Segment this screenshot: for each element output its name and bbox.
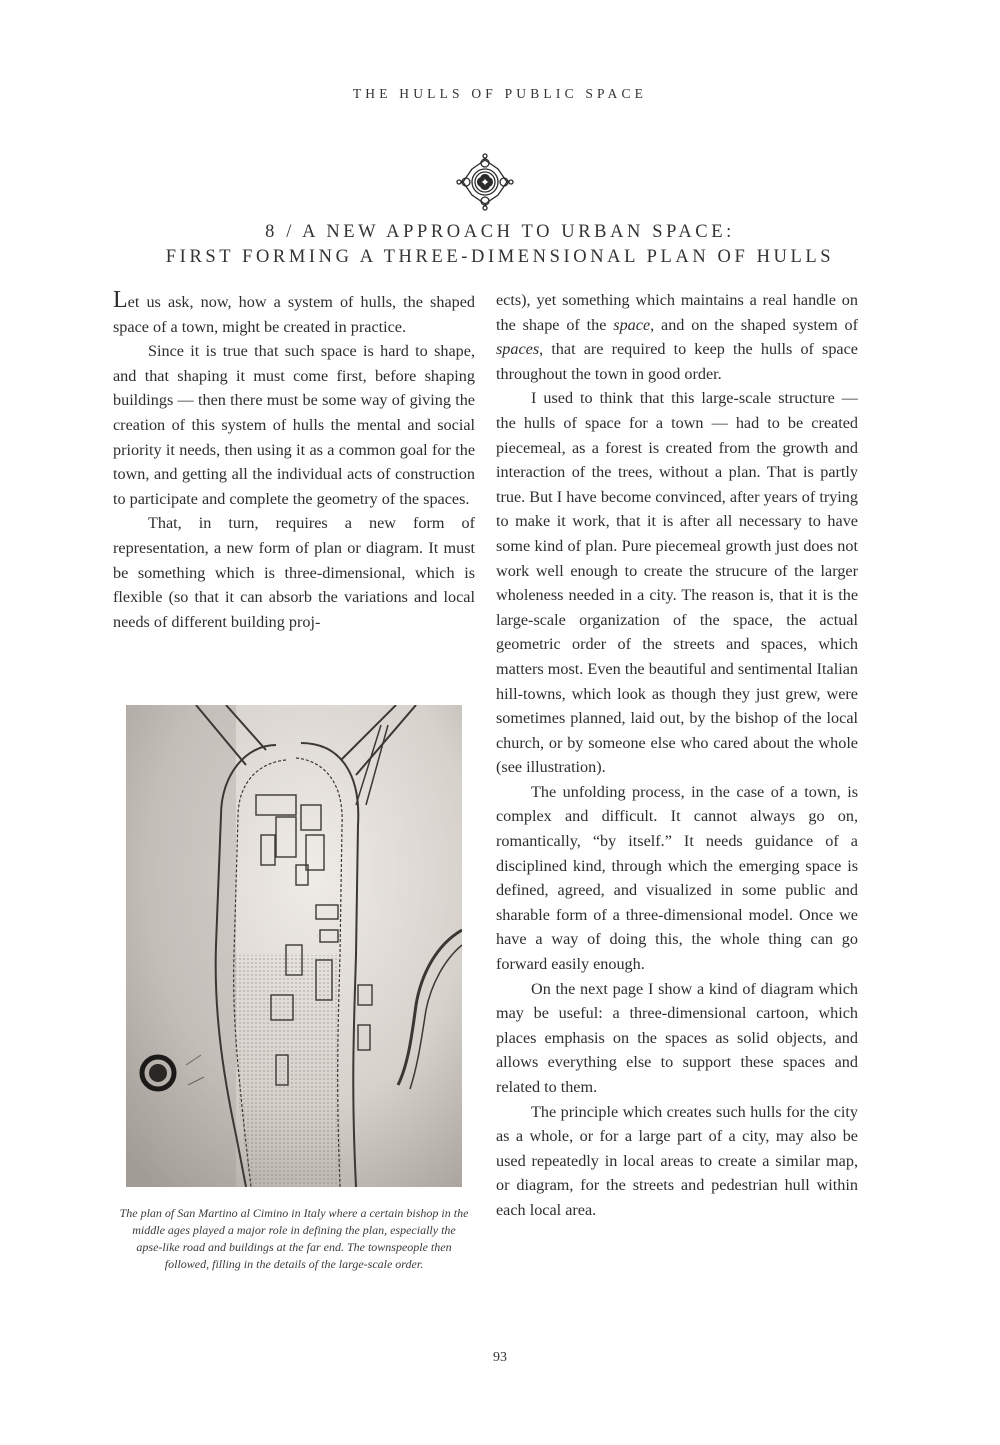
paragraph-text: et us ask, now, how a system of hulls, the shaped space of a town, might be created in practice. [113,293,475,336]
paragraph [496,288,858,386]
paragraph: The principle which creates such hulls for the city as a whole, or for a large part of a city, may also be used repeatedly in local areas to create a similar map, or diagram, for the streets and pedestrian hull within each local area. [496,1102,858,1219]
ornament-icon [455,152,515,212]
right-column [496,288,858,1223]
left-column [113,288,475,634]
emphasis: spaces [496,340,540,359]
chapter-title [0,220,1000,270]
running-head: THE HULLS OF PUBLIC SPACE [352,86,648,101]
paragraph-text: ects), yet something which maintains a real handle on the shape of the [496,291,858,334]
paragraph-text: , that are required to keep the hulls of space throughout the town in good order. [496,340,858,383]
page-number: 93 [493,1350,507,1365]
paragraph: On the next page I show a kind of diagram which may be useful: a three-dimensional cartoon, which places emphasis on the spaces as solid objects, and allows everything else to support these spaces and related to them. [496,979,858,1096]
paragraph: Since it is true that such space is hard to shape, and that shaping it must come first, before shaping buildings — then there must be some way of giving the creation of this system of hulls the mental and social priority it needs, then using it as a common goal for the town, and getting all the individual acts of construction to participate and complete the geometry of the spaces. [113,342,475,508]
paragraph [113,288,475,339]
figure-caption: The plan of San Martino al Cimino in Italy where a certain bishop in the middle ages played a major role in defining the plan, especially the apse-like road and buildings at the far end. The townspeople then followed, filling in the details of the large-scale order. [119,1206,469,1271]
drop-cap: L [113,287,128,313]
paragraph: I used to think that this large-scale structure — the hulls of space for a town — had to be created piecemeal, as a forest is created from the growth and interaction of the trees, without a plan. That is partly true. But I have become convinced, after years of trying to make it work, that it is after all necessary to have some kind of plan. Pure piecemeal growth just does not work well enough to create the strucure of the larger wholeness needed in a city. The reason is, that it is the large-scale organization of the space, the actual geometric order of the streets and spaces, which matters most. Even the beautiful and sentimental Italian hill-towns, which look as though they just grew, were sometimes planned, laid out, by the bishop of the local church, or by someone else who cared about the whole (see illustration). [496,389,858,777]
paragraph: That, in turn, requires a new form of representation, a new form of plan or diagram. It must be something which is three-dimensional, which is flexible (so that it can absorb the variations and local needs of different building proj- [113,514,475,631]
emphasis: space [613,315,651,334]
paragraph: The unfolding process, in the case of a town, is complex and difficult. It cannot always go on, romantically, “by itself.” It needs guidance of a disciplined kind, through which the emerging space is defined, agreed, and visualized in some public and sharable form of a three-dimensional model. Once we have a way of doing this, the whole thing can go forward easily enough. [496,782,858,974]
paragraph-text: , and on the shaped system of [650,315,858,334]
chapter-title-line-1: 8 / A NEW APPROACH TO URBAN SPACE: [265,222,735,242]
town-plan-illustration [126,705,462,1187]
chapter-title-line-2: FIRST FORMING A THREE-DIMENSIONAL PLAN OF HULLS [165,247,835,267]
